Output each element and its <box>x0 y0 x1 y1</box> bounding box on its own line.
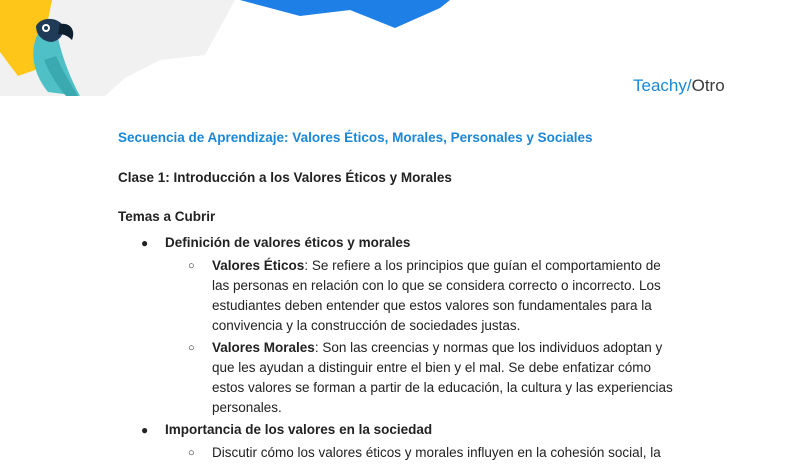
circle-bullet-icon: ○ <box>188 447 195 459</box>
brand-separator: / <box>686 76 692 95</box>
blue-shape <box>240 0 450 28</box>
subtopic-item <box>165 443 678 463</box>
bullet-icon: ● <box>141 423 149 437</box>
subtopic-text: : Son las creencias y normas que los individuos adoptan y que les ayudan a distinguir entre el bien y el mal. Se debe enfatizar cómo estos valores se forman a partir de la educación, la cultura y las experiencias personales. <box>212 340 673 415</box>
document-title: Secuencia de Aprendizaje: Valores Éticos, Morales, Personales y Sociales <box>118 130 593 145</box>
topic-item <box>118 233 678 418</box>
brand-section: Otro <box>691 76 725 95</box>
topics-list <box>118 233 678 463</box>
section-title: Temas a Cubrir <box>118 209 216 224</box>
circle-bullet-icon: ○ <box>188 342 195 354</box>
subtopic-item <box>165 256 678 336</box>
subtopic-list <box>165 256 678 418</box>
class-title: Clase 1: Introducción a los Valores Éticos y Morales <box>118 170 452 185</box>
subtopic-list <box>165 443 678 463</box>
subtopic-item <box>165 338 678 418</box>
circle-bullet-icon: ○ <box>188 260 195 272</box>
subtopic-term: Valores Morales <box>212 340 315 355</box>
subtopic-text: Discutir cómo los valores éticos y morales influyen en la cohesión social, la <box>212 445 661 460</box>
topic-item <box>118 420 678 463</box>
document-body <box>118 128 678 465</box>
brand-logo[interactable] <box>633 75 725 97</box>
bullet-icon: ● <box>141 236 149 250</box>
subtopic-term: Valores Éticos <box>212 258 305 273</box>
topic-label: Definición de valores éticos y morales <box>165 235 411 250</box>
brand-name: Teachy <box>633 76 687 95</box>
subtopic-text: : Se refiere a los principios que guían el comportamiento de las personas en relación con lo que se considera correcto o incorrecto. Los estudiantes deben entender que estos valores son fundamentales para la convivencia y la construcción de sociedades justas. <box>212 258 661 333</box>
topic-label: Importancia de los valores en la sociedad <box>165 422 433 437</box>
